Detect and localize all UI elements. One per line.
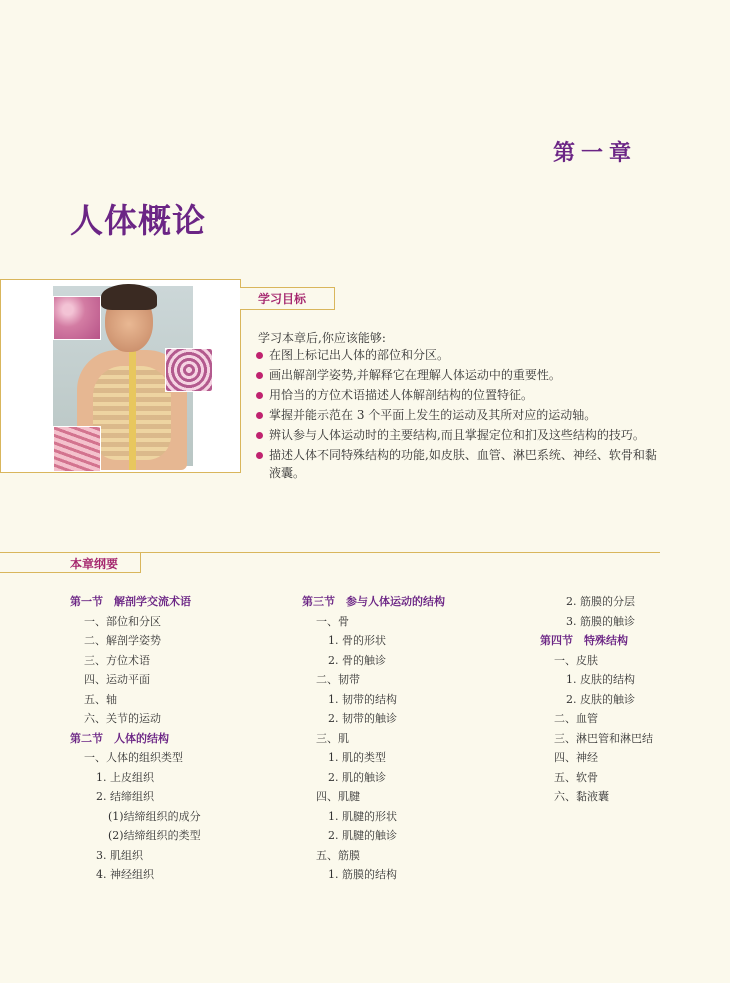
outline-item: 1. 皮肤的结构 [566, 673, 635, 686]
outline-item: 五、筋膜 [316, 848, 360, 862]
outline-item: 2. 骨的触诊 [328, 653, 386, 667]
objectives-intro: 学习本章后,你应该能够: [258, 331, 386, 345]
objective-text: 画出解剖学姿势,并解释它在理解人体运动中的重要性。 [269, 368, 561, 382]
outline-item: 五、轴 [84, 692, 117, 706]
outline-item: 一、皮肤 [554, 653, 598, 667]
objective-text: 描述人体不同特殊结构的功能,如皮肤、血管、淋巴系统、神经、软骨和黏液囊。 [269, 448, 657, 480]
objective-text: 在图上标记出人体的部位和分区。 [269, 348, 450, 362]
outline-section-title: 第二节 人体的结构 [70, 731, 169, 745]
outline-column-3 [540, 592, 653, 807]
outline-item: 二、血管 [554, 712, 598, 725]
outline-item: 4. 神经组织 [96, 868, 154, 881]
outline-item: 2. 筋膜的分层 [566, 595, 635, 608]
outline-item: 1. 肌的类型 [328, 751, 386, 764]
objective-item [256, 366, 666, 384]
outline-item: 六、黏液囊 [554, 790, 609, 803]
outline-item: 2. 肌的触诊 [328, 770, 386, 784]
outline-item: 1. 上皮组织 [96, 770, 154, 784]
outline-item: 一、人体的组织类型 [84, 751, 183, 764]
outline-item: 三、淋巴管和淋巴结 [554, 731, 653, 745]
anatomy-figure [0, 279, 241, 473]
outline-item: 一、骨 [316, 614, 349, 628]
hair-illustration [101, 284, 157, 310]
outline-item: 三、方位术语 [84, 653, 150, 667]
outline-item: 四、肌腱 [316, 790, 360, 803]
bullet-icon [256, 352, 263, 359]
outline-item: 三、肌 [316, 731, 349, 745]
objectives-list [256, 346, 666, 484]
outline-item: 2. 肌腱的触诊 [328, 829, 397, 842]
bullet-icon [256, 412, 263, 419]
outline-item: 3. 筋膜的触诊 [566, 614, 635, 628]
outline-item: 一、部位和分区 [84, 614, 161, 628]
outline-item: 1. 筋膜的结构 [328, 868, 397, 881]
bullet-icon [256, 392, 263, 399]
outline-item: 1. 韧带的结构 [328, 692, 397, 706]
objectives-header [240, 287, 335, 310]
outline-item: 四、运动平面 [84, 673, 150, 686]
outline-header-label: 本章纲要 [70, 557, 119, 571]
outline-item: 二、解剖学姿势 [84, 634, 161, 647]
outline-column-2 [302, 592, 445, 885]
chapter-label: 第一章 [553, 141, 638, 166]
objective-text: 辨认参与人体运动时的主要结构,而且掌握定位和扪及这些结构的技巧。 [269, 428, 645, 442]
outline-item: 六、关节的运动 [84, 712, 161, 725]
objective-item [256, 446, 666, 482]
objective-item [256, 386, 666, 404]
objectives-header-label: 学习目标 [258, 292, 307, 306]
outline-item: (2)结缔组织的类型 [108, 829, 201, 842]
epithelial-tissue-micrograph [53, 296, 101, 340]
outline-section-title: 第四节 特殊结构 [540, 634, 628, 647]
objective-item [256, 346, 666, 364]
objective-item [256, 406, 666, 424]
outline-column-1 [70, 592, 201, 885]
objective-text: 掌握并能示范在 3 个平面上发生的运动及其所对应的运动轴。 [269, 408, 597, 422]
bullet-icon [256, 372, 263, 379]
outline-item: 1. 骨的形状 [328, 634, 386, 647]
spine-illustration [129, 340, 136, 470]
outline-section-title: 第三节 参与人体运动的结构 [302, 595, 445, 608]
outline-item: 2. 皮肤的触诊 [566, 692, 635, 706]
outline-item: 2. 韧带的触诊 [328, 712, 397, 725]
outline-item: 二、韧带 [316, 673, 360, 686]
bullet-icon [256, 452, 263, 459]
outline-item: 四、神经 [554, 751, 598, 764]
objective-text: 用恰当的方位术语描述人体解剖结构的位置特征。 [269, 388, 534, 402]
outline-section-title: 第一节 解剖学交流术语 [70, 595, 191, 608]
outline-item: 2. 结缔组织 [96, 790, 154, 803]
outline-item: 3. 肌组织 [96, 848, 143, 862]
chapter-title: 人体概论 [70, 201, 206, 240]
outline-item: (1)结缔组织的成分 [108, 809, 201, 823]
bullet-icon [256, 432, 263, 439]
outline-item: 五、软骨 [554, 770, 598, 784]
objective-item [256, 426, 666, 444]
muscle-tissue-micrograph [53, 426, 101, 472]
connective-tissue-micrograph [165, 348, 213, 392]
outline-header [0, 553, 141, 573]
outline-item: 1. 肌腱的形状 [328, 809, 397, 823]
